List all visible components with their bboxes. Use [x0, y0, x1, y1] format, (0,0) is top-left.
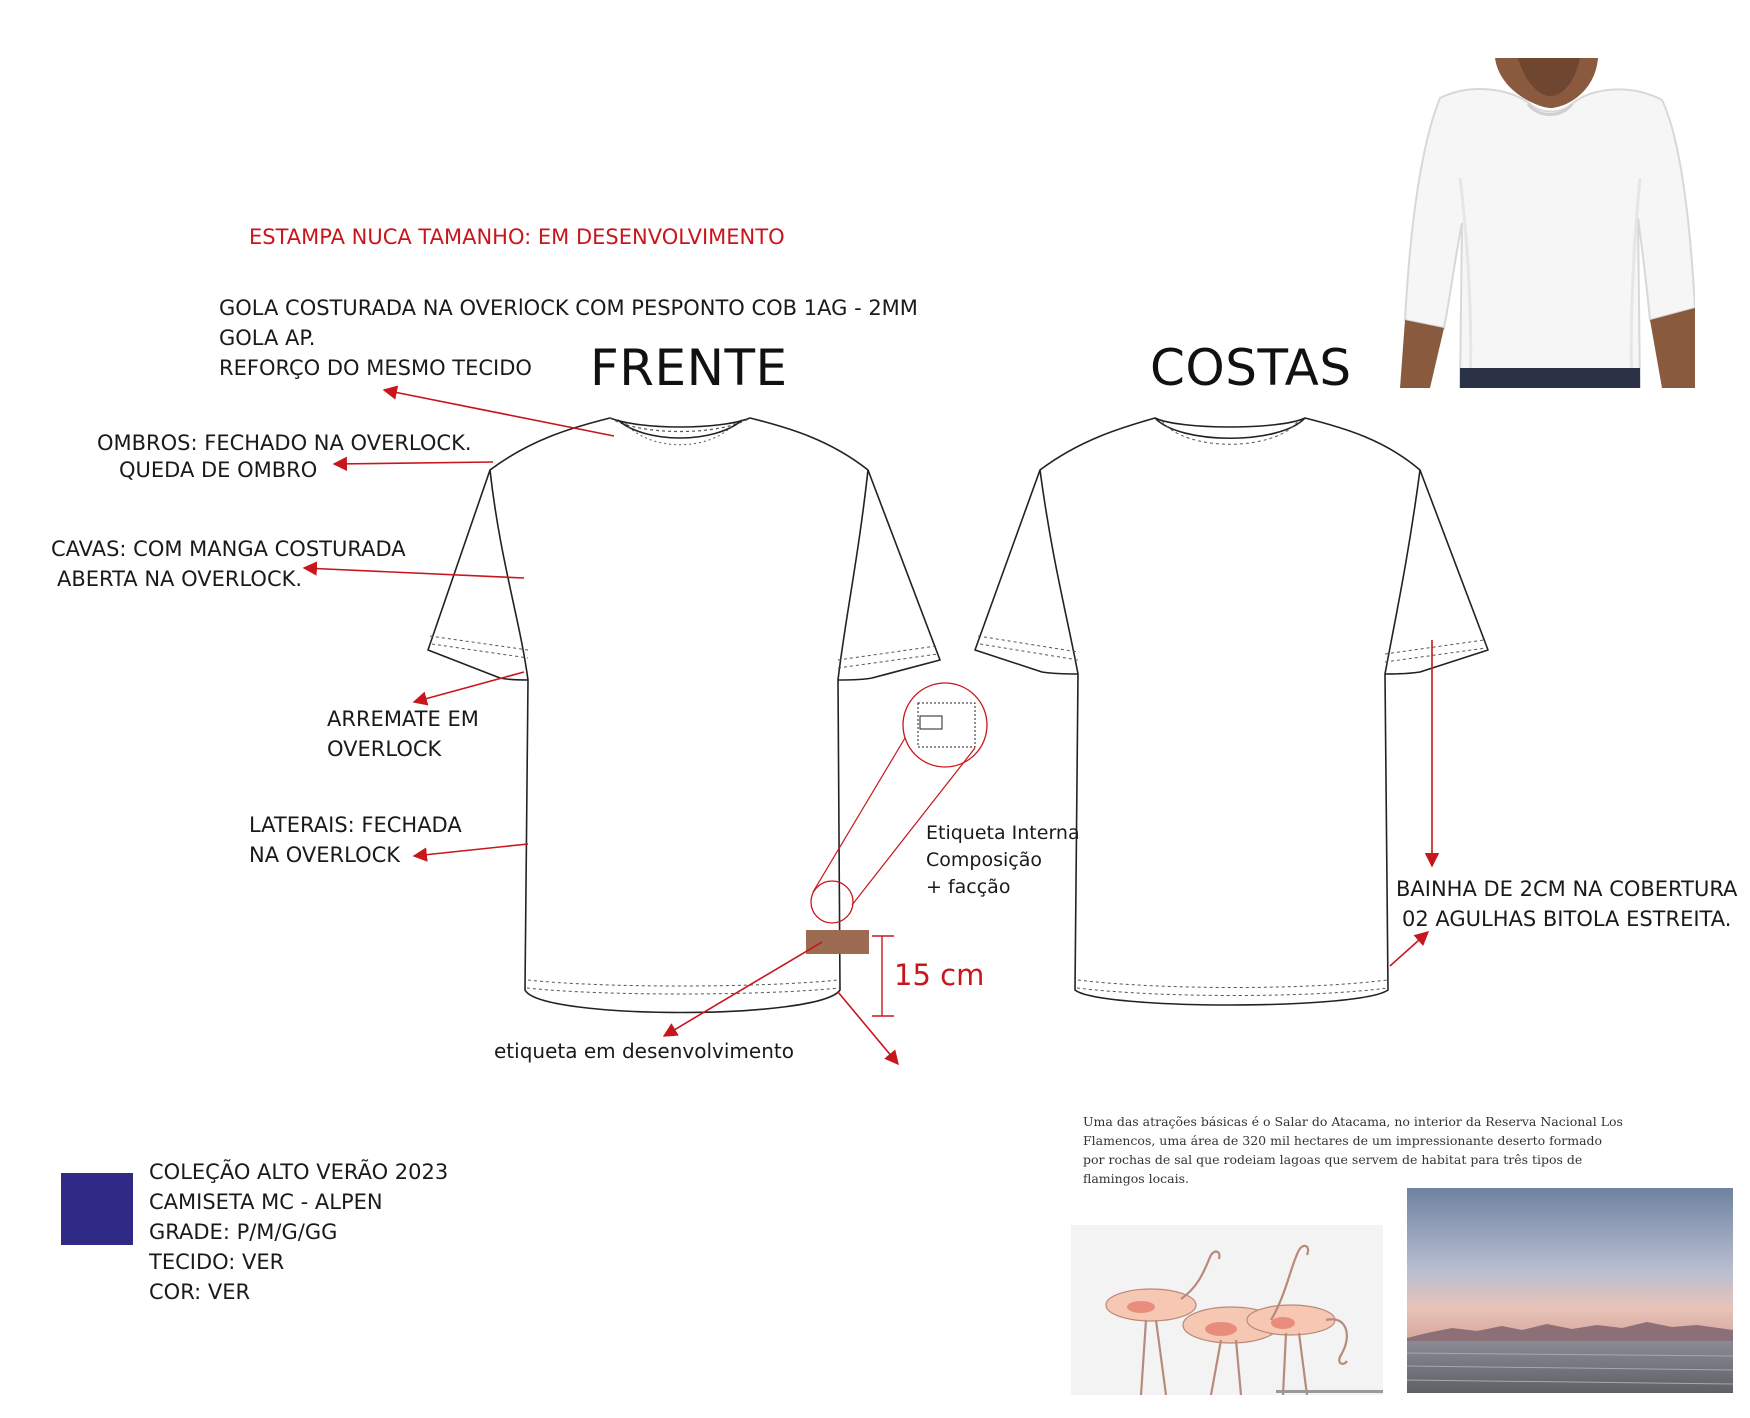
- color-swatch: [61, 1173, 133, 1245]
- collar-line-2: GOLA AP.: [219, 326, 316, 350]
- spec-sizes: GRADE: P/M/G/GG: [149, 1220, 338, 1244]
- brand-label-patch: [806, 930, 869, 954]
- label-status-note: etiqueta em desenvolvimento: [494, 1039, 794, 1063]
- internal-label-line-2: Composição: [926, 849, 1042, 871]
- shoulders-line-1: OMBROS: FECHADO NA OVERLOCK.: [97, 431, 472, 455]
- spec-fabric: TECIDO: VER: [149, 1250, 285, 1274]
- collar-line-3: REFORÇO DO MESMO TECIDO: [219, 356, 532, 380]
- collar-line-1: GOLA COSTURADA NA OVERlOCK COM PESPONTO COB 1AG - 2MM: [219, 296, 918, 320]
- reference-photo: [1400, 58, 1695, 388]
- atacama-landscape-photo: [1407, 1188, 1733, 1393]
- flamingo-illustration: [1071, 1225, 1383, 1395]
- sleeve-finish-line-2: OVERLOCK: [327, 737, 442, 761]
- internal-label-line-3: + facção: [926, 876, 1011, 898]
- back-view-title: COSTAS: [1150, 339, 1352, 397]
- armholes-line-1: CAVAS: COM MANGA COSTURADA: [51, 537, 406, 561]
- spec-color: COR: VER: [149, 1280, 251, 1304]
- shoulders-line-2: QUEDA DE OMBRO: [119, 458, 318, 482]
- neck-print-note: ESTAMPA NUCA TAMANHO: EM DESENVOLVIMENTO: [249, 225, 785, 249]
- spec-collection: COLEÇÃO ALTO VERÃO 2023: [149, 1160, 449, 1184]
- hem-line-2: 02 AGULHAS BITOLA ESTREITA.: [1402, 907, 1732, 931]
- sleeve-finish-line-1: ARREMATE EM: [327, 707, 479, 731]
- sides-line-1: LATERAIS: FECHADA: [249, 813, 462, 837]
- armholes-line-2: ABERTA NA OVERLOCK.: [57, 567, 303, 591]
- spec-product: CAMISETA MC - ALPEN: [149, 1190, 383, 1214]
- front-tshirt-flat: [428, 418, 940, 1013]
- label-height-measure: 15 cm: [894, 958, 985, 992]
- hem-line-1: BAINHA DE 2CM NA COBERTURA: [1396, 877, 1738, 901]
- front-view-title: FRENTE: [590, 339, 788, 397]
- flamingo-illustration-icon: [1071, 1225, 1383, 1395]
- internal-label-line-1: Etiqueta Interna: [926, 822, 1080, 844]
- atacama-article-snippet: Uma das atrações básicas é o Salar do Atacama, no interior da Reserva Nacional Los Flamencos, uma área de 320 mil hectares de um impressionante deserto formado por rochas de sal que rodeiam lagoas que servem de habitat para três tipos de flamingos locais.: [1083, 1114, 1623, 1186]
- sides-line-2: NA OVERLOCK: [249, 843, 401, 867]
- atacama-landscape-icon: [1407, 1188, 1733, 1393]
- tshirt-photo-icon: [1400, 58, 1695, 388]
